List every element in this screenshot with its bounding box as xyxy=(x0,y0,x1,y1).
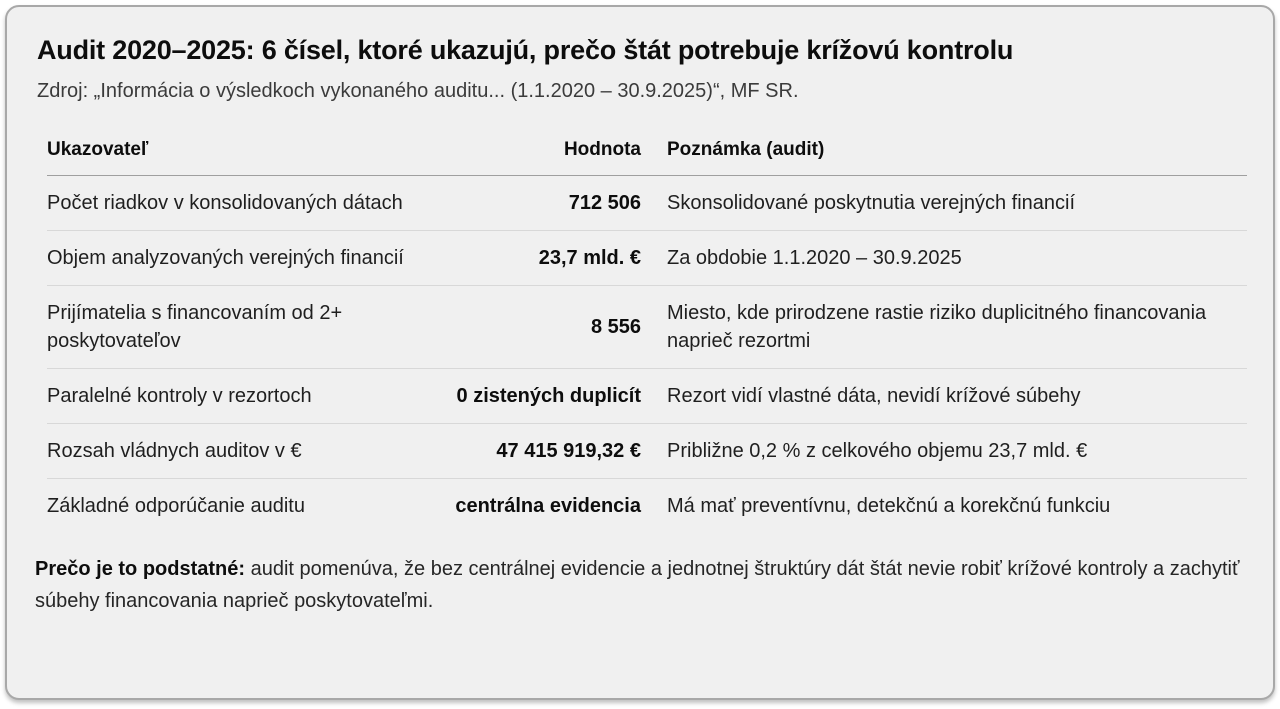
table-row xyxy=(47,369,1247,424)
column-header-indicator: Ukazovateľ xyxy=(47,133,455,176)
cell-indicator: Základné odporúčanie auditu xyxy=(47,495,305,517)
table-header xyxy=(47,133,1247,176)
cell-note: Miesto, kde prirodzene rastie riziko duplicitného financovania naprieč rezortmi xyxy=(667,302,1207,352)
cell-indicator: Prijímatelia s financovaním od 2+ poskytovateľov xyxy=(47,302,343,352)
table-row xyxy=(47,479,1247,534)
cell-value: 23,7 mld. € xyxy=(538,247,641,269)
cell-note: Má mať preventívnu, detekčnú a korekčnú funkciu xyxy=(667,495,1111,517)
table-row xyxy=(47,424,1247,479)
cell-note: Rezort vidí vlastné dáta, nevidí krížové súbehy xyxy=(667,385,1081,407)
cell-value: 712 506 xyxy=(568,192,641,214)
header-row xyxy=(47,133,1247,176)
cell-value: centrálna evidencia xyxy=(455,495,641,517)
page-title: Audit 2020–2025: 6 čísel, ktoré ukazujú, prečo štát potrebuje krížovú kontrolu xyxy=(37,35,1014,65)
audit-summary-card xyxy=(5,5,1275,700)
table-body xyxy=(47,176,1247,534)
cell-note: Skonsolidované poskytnutia verejných financií xyxy=(667,192,1076,214)
audit-table xyxy=(47,133,1247,533)
cell-indicator: Rozsah vládnych auditov v € xyxy=(47,440,302,462)
cell-indicator: Objem analyzovaných verejných financií xyxy=(47,247,404,269)
source-line: Zdroj: „Informácia o výsledkoch vykonaného auditu... (1.1.2020 – 30.9.2025)“, MF SR. xyxy=(37,80,799,102)
footnote xyxy=(35,553,1247,617)
cell-value: 8 556 xyxy=(590,316,641,338)
cell-indicator: Počet riadkov v konsolidovaných dátach xyxy=(47,192,403,214)
cell-note: Za obdobie 1.1.2020 – 30.9.2025 xyxy=(667,247,962,269)
cell-value: 47 415 919,32 € xyxy=(496,440,641,462)
cell-note: Približne 0,2 % z celkového objemu 23,7 mld. € xyxy=(667,440,1088,462)
column-header-value: Hodnota xyxy=(455,133,641,176)
cell-value: 0 zistených duplicít xyxy=(456,385,641,407)
table-row xyxy=(47,286,1247,369)
table-row xyxy=(47,176,1247,231)
footnote-lead: Prečo je to podstatné: xyxy=(35,558,246,580)
table-row xyxy=(47,231,1247,286)
column-header-note: Poznámka (audit) xyxy=(641,133,1247,176)
cell-indicator: Paralelné kontroly v rezortoch xyxy=(47,385,312,407)
footnote-text: audit pomenúva, že bez centrálnej evidencie a jednotnej štruktúry dát štát nevie robiť krížové kontroly a zachytiť súbehy financovania naprieč poskytovateľmi. xyxy=(35,558,1240,612)
